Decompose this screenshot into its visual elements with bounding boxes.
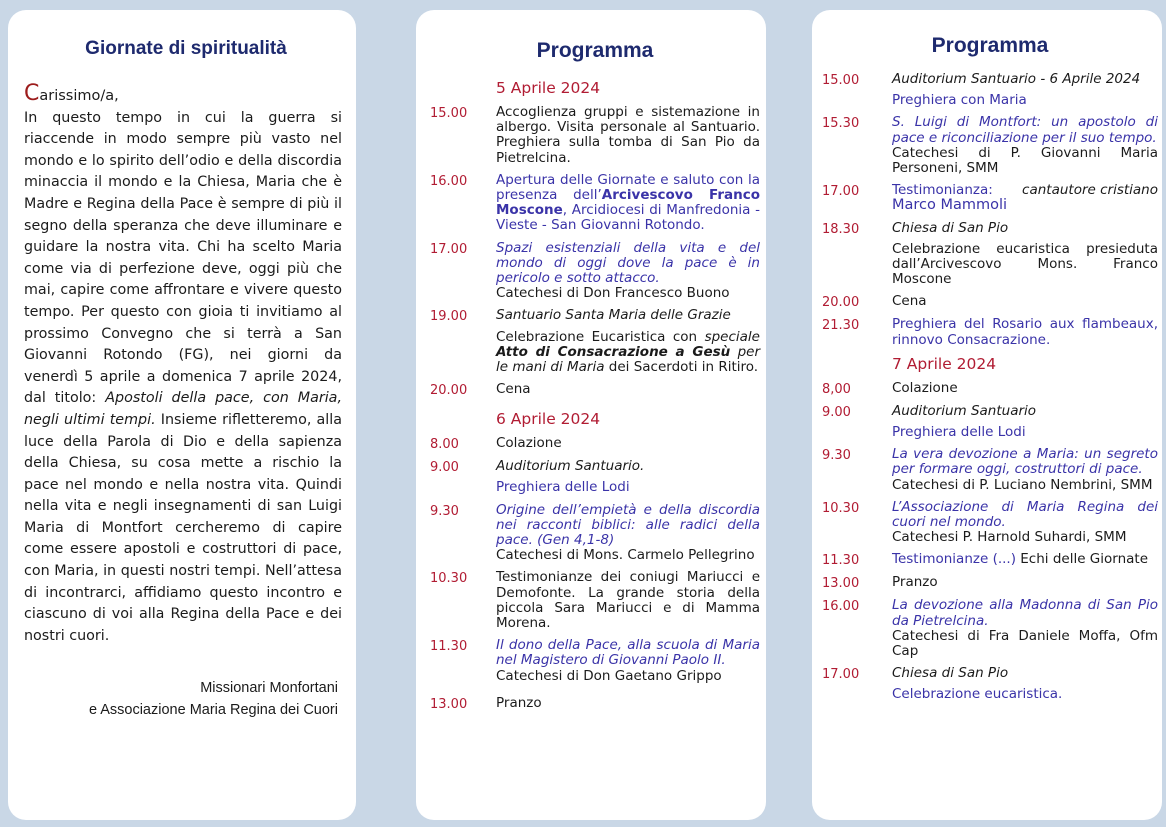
item-time: 20.00: [430, 383, 468, 399]
prayer: Preghiera delle Lodi: [892, 424, 1026, 441]
schedule-item: [822, 317, 1158, 347]
prayer: Preghiera delle Lodi: [496, 479, 630, 496]
item-time: 17.00: [430, 241, 468, 257]
celebration-text: Celebrazione eucaristica presieduta dall’Arcivescovo Mons. Franco Moscone: [892, 240, 1158, 288]
item-time: 16.00: [822, 599, 860, 615]
item-text: [892, 552, 1158, 568]
item-detail: [496, 503, 760, 564]
text-part: Echi delle Giornate: [1015, 551, 1149, 568]
item-time: 15.00: [822, 73, 860, 88]
schedule-item: [822, 404, 1158, 440]
item-time: 8.00: [430, 437, 459, 453]
schedule-item: [822, 115, 1158, 176]
schedule-item: [822, 183, 1158, 213]
item-detail: [892, 404, 1158, 440]
item-time: 8,00: [822, 381, 851, 397]
speaker: Catechesi di Don Gaetano Grippo: [496, 667, 722, 684]
program-panel-2: [812, 10, 1162, 820]
signature-line-1: Missionari Monfortani: [200, 680, 338, 697]
schedule-item: [822, 381, 1158, 397]
talk-title: Spazi esistenziali della vita e del mondo di oggi dove la pace è in pericolo e sotto attacco.: [496, 239, 760, 287]
item-time: 10.30: [822, 500, 860, 516]
program-title: Programma: [931, 34, 1049, 57]
testimony-name: Marco Mammoli: [892, 197, 1008, 214]
item-time: 9.30: [430, 503, 459, 519]
letter-body: [24, 108, 342, 648]
day-heading-6-april: 6 Aprile 2024: [496, 410, 601, 429]
item-text: Cena: [892, 293, 927, 310]
schedule-item: [822, 500, 1158, 546]
schedule-item: [430, 696, 760, 712]
place: Chiesa di San Pio: [892, 665, 1009, 682]
item-time: 16.00: [430, 173, 468, 189]
schedule-item: [822, 552, 1158, 568]
consecration-act: Atto di Consacrazione a Gesù: [496, 343, 731, 360]
item-text: Testimonianze dei coniugi Mariucci e Demofonte. La grande storia della piccola Sara Mariucci e di Mamma Morena.: [496, 569, 760, 632]
item-detail: [892, 447, 1158, 493]
schedule-item: [430, 173, 760, 234]
item-time: 15.00: [430, 106, 468, 121]
item-text: [496, 173, 760, 234]
schedule-item: [822, 598, 1158, 659]
item-text: Colazione: [496, 435, 562, 452]
place: Chiesa di San Pio: [892, 219, 1009, 236]
text-part: Celebrazione Eucaristica: [496, 328, 666, 345]
item-text: Pranzo: [892, 574, 938, 591]
text-part: , Arcidiocesi di Manfredonia - Vieste - San Giovanni Rotondo.: [496, 202, 760, 234]
item-time: 13.00: [430, 696, 468, 712]
intro-panel: [8, 10, 356, 820]
greeting: [24, 81, 342, 108]
program-panel-1: [416, 10, 766, 820]
schedule-item: [822, 575, 1158, 591]
speaker: Catechesi P. Harnold Suhardi, SMM: [892, 529, 1127, 546]
text-part: Maria: [566, 359, 605, 376]
program-title: Programma: [536, 39, 654, 62]
speaker: Catechesi di P. Luciano Nembrini, SMM: [892, 476, 1153, 493]
intro-title: Giornate di spiritualità: [85, 38, 287, 59]
drop-cap: C: [24, 81, 40, 106]
item-time: 18.30: [822, 221, 860, 237]
celebration: Celebrazione eucaristica.: [892, 686, 1063, 703]
text-part: con: [665, 328, 705, 345]
item-time: 9.00: [822, 404, 851, 420]
schedule-item: [430, 105, 760, 166]
talk-title: S. Luigi di Montfort: un apostolo di pace e riconciliazione per il suo tempo.: [892, 114, 1158, 146]
item-detail: [892, 666, 1158, 702]
schedule-item: [822, 72, 1158, 108]
place: Auditorium Santuario.: [496, 458, 645, 475]
speaker: Catechesi di P. Giovanni Maria Personeni, SMM: [892, 144, 1158, 177]
item-text: Accoglienza gruppi e sistemazione in albergo. Visita personale al Santuario. Preghiera sulla tomba di San Pio da Pietrelcina.: [496, 104, 760, 166]
schedule-item: [430, 503, 760, 564]
letter-body-part1: In questo tempo in cui la guerra si riaccende in modo sempre più vasto nel mondo e lo spirito dell’odio e della discordia minaccia il mondo e la Chiesa, Maria che è Madre e Regina della Pace è sempre di più il segno della speranza che deve illuminare e guidare la nostra vita. Chi ha scelto Maria come via di perfezione deve, oggi più che mai, capire come affrontare e vivere questo tempo. Per questo con gioia ti invitiamo al prossimo Convegno che si terrà a San Giovanni Rotondo (FG), nei giorni da venerdì 5 aprile a domenica 7 aprile 2024, dal titolo:: [24, 109, 342, 407]
item-text: Colazione: [892, 379, 958, 396]
item-detail: [892, 115, 1158, 176]
schedule-item: [430, 308, 760, 375]
text-part: Apertura delle Giornate e saluto con la presenza dell’: [496, 171, 760, 204]
schedule-item: [822, 294, 1158, 310]
item-time: 11.30: [822, 553, 860, 569]
talk-title: Il dono della Pace, alla scuola di Maria nel Magistero di Giovanni Paolo II.: [496, 637, 760, 669]
archbishop-name: Arcivescovo Franco Moscone: [496, 187, 761, 219]
talk-title: La devozione alla Madonna di San Pio da Pietrelcina.: [892, 597, 1158, 629]
schedule-item: [822, 221, 1158, 288]
item-time: 9.30: [822, 448, 851, 464]
schedule-item: [430, 459, 760, 495]
schedule-item: [430, 638, 760, 684]
speaker: Catechesi di Don Francesco Buono: [496, 285, 730, 302]
item-time: 11.30: [430, 639, 468, 655]
schedule-item: [430, 382, 760, 398]
place: Auditorium Santuario - 6 Aprile 2024: [892, 71, 1141, 87]
item-detail: [892, 221, 1158, 288]
item-text: Pranzo: [496, 694, 542, 711]
signature: [24, 677, 342, 721]
signature-line-2: e Associazione Maria Regina dei Cuori: [88, 702, 338, 719]
talk-title: La vera devozione a Maria: un segreto per formare oggi, costruttori di pace.: [892, 446, 1158, 478]
schedule-item: [822, 666, 1158, 702]
item-detail: [496, 459, 760, 495]
greeting-text: arissimo/a,: [39, 88, 119, 104]
day-heading-7-april: 7 Aprile 2024: [892, 354, 997, 373]
schedule-item: [430, 241, 760, 302]
item-time: 21.30: [822, 318, 860, 334]
testimony-line: [892, 183, 1158, 198]
day-heading-5-april: 5 Aprile 2024: [496, 79, 601, 97]
item-text: Preghiera del Rosario aux flambeaux, rinnovo Consacrazione.: [892, 316, 1158, 348]
speaker: Catechesi di Mons. Carmelo Pellegrino: [496, 547, 755, 564]
item-text: Cena: [496, 381, 531, 398]
text-part: Testimonianze (...): [892, 551, 1016, 568]
item-time: 9.00: [430, 460, 459, 476]
place: Santuario Santa Maria delle Grazie: [496, 307, 731, 324]
text-part: per le mani di: [496, 343, 760, 376]
testimony-desc: cantautore cristiano: [1022, 182, 1158, 199]
talk-title: L’Associazione di Maria Regina dei cuori nel mondo.: [892, 498, 1158, 531]
place: Auditorium Santuario: [892, 402, 1037, 419]
talk-title: Origine dell’empietà e della discordia nei racconti biblici: alle radici della pace. (Gen 4,1-8): [496, 501, 760, 549]
item-detail: [496, 638, 760, 684]
item-detail: [892, 598, 1158, 659]
letter-body-part2: Insieme rifletteremo, alla luce della Parola di Dio e della sapienza della Chiesa, su cosa mette a rischio la pace nel mondo e nella nostra vita. Quindi nella vita e negli insegnamenti di san Luigi Maria di Montfort cercheremo di capire come essere apostoli e costruttori di pace, con Maria, in questi nostri tempi. Nell’attesa di incontrarci, affidiamo questo incontro e ciascuno di voi alla Regina della Pace e dei nostri cuori.: [24, 411, 342, 644]
schedule-item: [822, 447, 1158, 493]
item-time: 13.00: [822, 576, 860, 592]
event-title: Apostoli della pace, con Maria, negli ultimi tempi.: [24, 390, 342, 428]
invitation-letter: [24, 81, 342, 647]
schedule-item: [430, 570, 760, 631]
text-part: dei Sacerdoti in Ritiro.: [604, 359, 759, 376]
item-detail: [892, 183, 1158, 213]
prayer: Preghiera con Maria: [892, 92, 1027, 109]
item-detail: [496, 308, 760, 375]
item-time: 19.00: [430, 309, 468, 325]
schedule-item: [430, 436, 760, 452]
text-part: speciale: [704, 328, 760, 345]
item-detail: [496, 241, 760, 302]
item-time: 17.00: [822, 667, 860, 683]
testimony-label: Testimonianza:: [892, 182, 993, 199]
item-time: 10.30: [430, 571, 468, 587]
item-time: 20.00: [822, 295, 860, 311]
celebration-text: [496, 330, 760, 376]
speaker: Catechesi di Fra Daniele Moffa, Ofm Cap: [892, 627, 1158, 660]
item-time: 17.00: [822, 184, 860, 200]
item-detail: [892, 72, 1158, 108]
item-detail: [892, 500, 1158, 546]
item-time: 15.30: [822, 116, 860, 132]
